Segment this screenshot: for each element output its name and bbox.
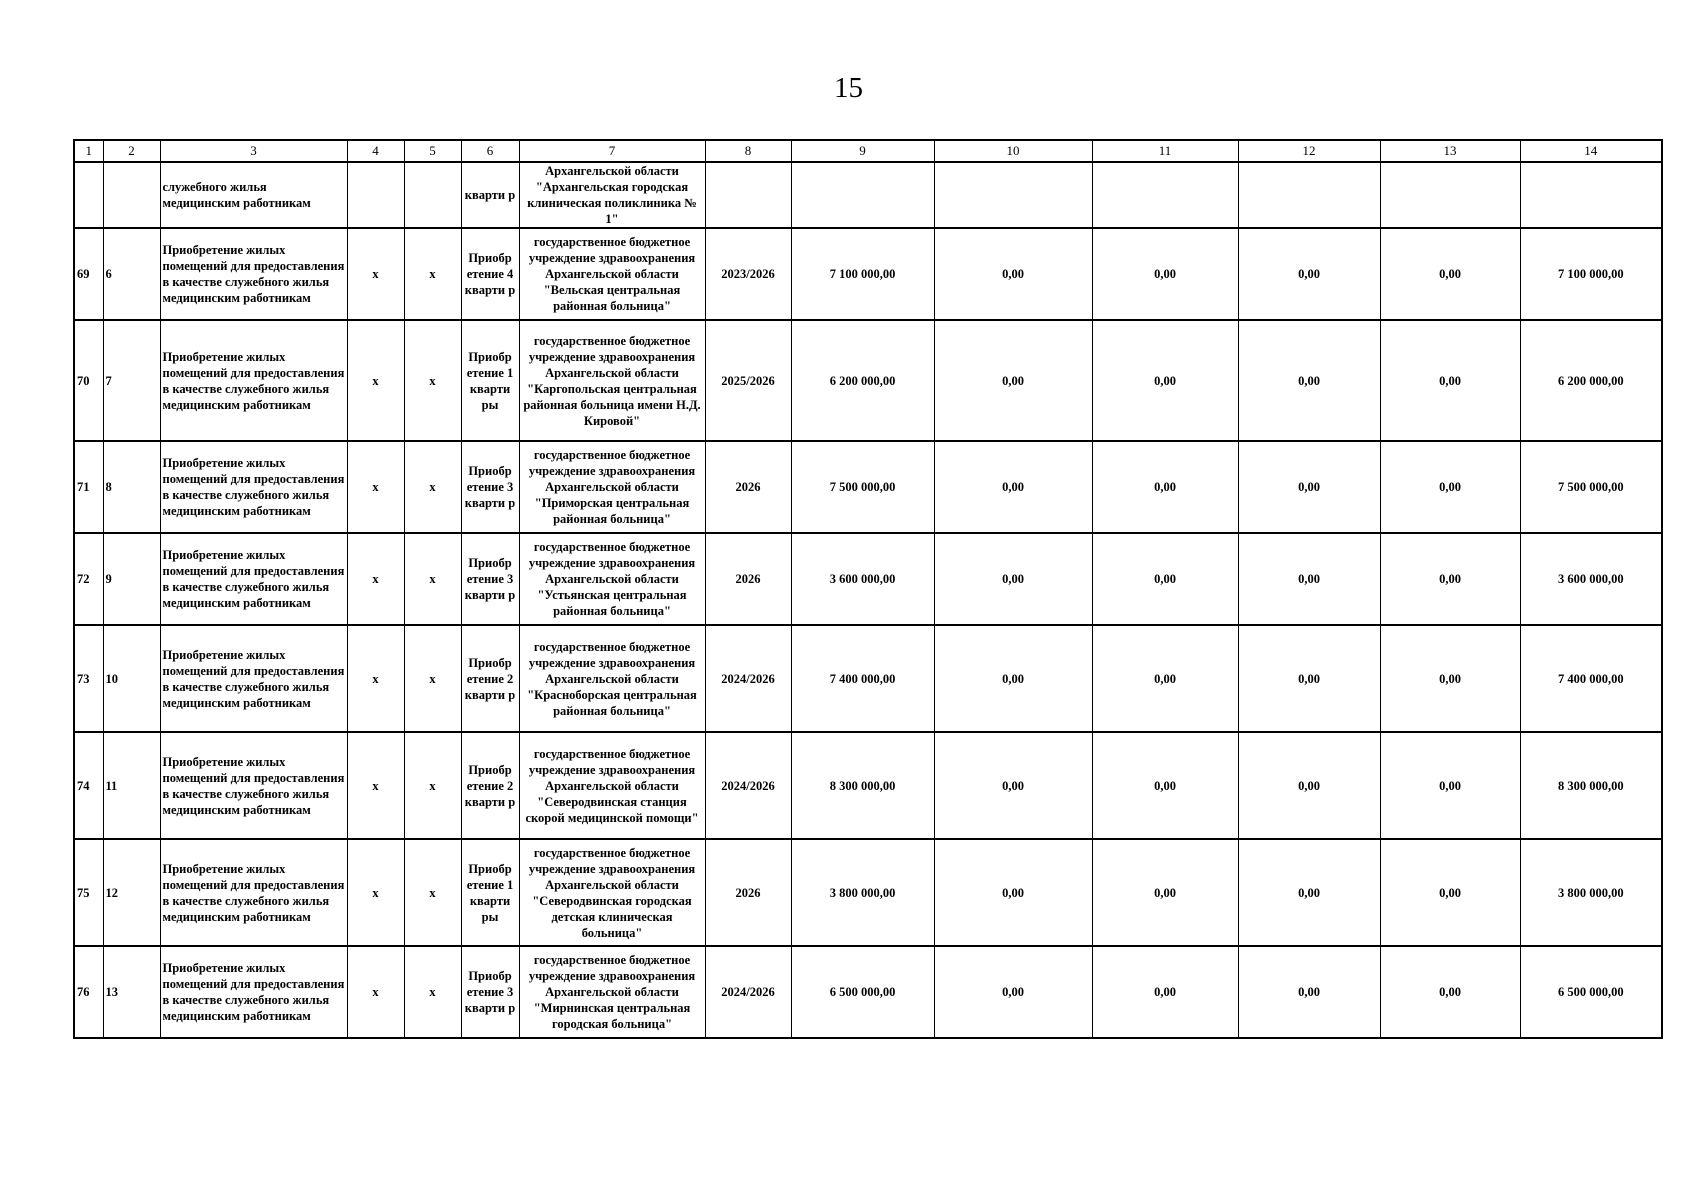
amount-cell: 6 500 000,00	[791, 946, 934, 1038]
period-cell: 2025/2026	[705, 320, 791, 441]
amount-cell: 0,00	[1380, 441, 1520, 533]
amount-cell: 0,00	[1238, 533, 1380, 625]
amount-cell: 7 100 000,00	[791, 228, 934, 320]
program-table	[73, 139, 1663, 1039]
item-number-cell: 11	[103, 732, 160, 839]
period-cell: 2026	[705, 839, 791, 946]
period-cell: 2026	[705, 533, 791, 625]
table-cell: х	[404, 839, 461, 946]
table-row	[74, 732, 1662, 839]
capacity-cell: кварти р	[461, 162, 519, 228]
capacity-cell: Приобр етение 3 кварти р	[461, 533, 519, 625]
row-number-cell: 70	[74, 320, 103, 441]
amount-cell: 0,00	[1380, 228, 1520, 320]
amount-cell: 7 400 000,00	[791, 625, 934, 732]
customer-cell: государственное бюджетное учреждение здравоохранения Архангельской области "Северодвинская городская детская клиническая больница"	[519, 839, 705, 946]
header-cell: 3	[160, 140, 347, 162]
total-amount-cell: 7 500 000,00	[1520, 441, 1662, 533]
table-cell: х	[404, 946, 461, 1038]
table-row	[74, 946, 1662, 1038]
table-cell: х	[404, 533, 461, 625]
table-cell: х	[404, 625, 461, 732]
object-name-cell: Приобретение жилых помещений для предоставления в качестве служебного жилья медицинским работникам	[160, 732, 347, 839]
period-cell: 2026	[705, 441, 791, 533]
header-cell: 5	[404, 140, 461, 162]
amount-cell: 7 500 000,00	[791, 441, 934, 533]
amount-cell: 0,00	[1380, 625, 1520, 732]
amount-cell: 0,00	[934, 625, 1092, 732]
amount-cell: 0,00	[1380, 946, 1520, 1038]
object-name-cell: Приобретение жилых помещений для предоставления в качестве служебного жилья медицинским работникам	[160, 320, 347, 441]
customer-cell: Архангельской области "Архангельская городская клиническая поликлиника № 1"	[519, 162, 705, 228]
amount-cell: 0,00	[1380, 839, 1520, 946]
row-number-cell: 71	[74, 441, 103, 533]
amount-cell: 0,00	[934, 228, 1092, 320]
amount-cell: 0,00	[1380, 320, 1520, 441]
total-amount-cell: 7 100 000,00	[1520, 228, 1662, 320]
object-name-cell: Приобретение жилых помещений для предоставления в качестве служебного жилья медицинским работникам	[160, 228, 347, 320]
customer-cell: государственное бюджетное учреждение здравоохранения Архангельской области "Вельская центральная районная больница"	[519, 228, 705, 320]
capacity-cell: Приобр етение 1 кварти ры	[461, 839, 519, 946]
amount-cell: 0,00	[1092, 533, 1238, 625]
item-number-cell: 6	[103, 228, 160, 320]
table-cell: х	[347, 533, 404, 625]
header-cell: 1	[74, 140, 103, 162]
row-number-cell: 73	[74, 625, 103, 732]
table-cell: х	[347, 625, 404, 732]
row-number-cell: 74	[74, 732, 103, 839]
amount-cell: 0,00	[934, 533, 1092, 625]
total-amount-cell: 3 600 000,00	[1520, 533, 1662, 625]
table-row	[74, 839, 1662, 946]
object-name-cell: Приобретение жилых помещений для предоставления в качестве служебного жилья медицинским работникам	[160, 625, 347, 732]
capacity-cell: Приобр етение 2 кварти р	[461, 732, 519, 839]
table-cell	[1520, 162, 1662, 228]
customer-cell: государственное бюджетное учреждение здравоохранения Архангельской области "Устьянская центральная районная больница"	[519, 533, 705, 625]
amount-cell: 0,00	[1238, 625, 1380, 732]
amount-cell: 0,00	[1092, 228, 1238, 320]
customer-cell: государственное бюджетное учреждение здравоохранения Архангельской области "Приморская центральная районная больница"	[519, 441, 705, 533]
total-amount-cell: 6 500 000,00	[1520, 946, 1662, 1038]
customer-cell: государственное бюджетное учреждение здравоохранения Архангельской области "Мирнинская центральная городская больница"	[519, 946, 705, 1038]
amount-cell: 3 600 000,00	[791, 533, 934, 625]
amount-cell: 0,00	[1092, 625, 1238, 732]
item-number-cell: 10	[103, 625, 160, 732]
amount-cell: 0,00	[934, 320, 1092, 441]
amount-cell: 8 300 000,00	[791, 732, 934, 839]
capacity-cell: Приобр етение 4 кварти р	[461, 228, 519, 320]
object-name-cell: Приобретение жилых помещений для предоставления в качестве служебного жилья медицинским работникам	[160, 441, 347, 533]
page-number: 15	[834, 72, 863, 104]
amount-cell: 0,00	[1238, 732, 1380, 839]
table-cell: х	[404, 320, 461, 441]
total-amount-cell: 8 300 000,00	[1520, 732, 1662, 839]
amount-cell: 0,00	[1092, 320, 1238, 441]
header-cell: 7	[519, 140, 705, 162]
table-row	[74, 320, 1662, 441]
capacity-cell: Приобр етение 3 кварти р	[461, 946, 519, 1038]
amount-cell: 0,00	[1238, 320, 1380, 441]
table-cell	[404, 162, 461, 228]
amount-cell: 0,00	[1238, 839, 1380, 946]
object-name-cell: служебного жилья медицинским работникам	[160, 162, 347, 228]
amount-cell: 6 200 000,00	[791, 320, 934, 441]
amount-cell: 0,00	[934, 839, 1092, 946]
table-cell: х	[347, 839, 404, 946]
table-row	[74, 441, 1662, 533]
total-amount-cell: 6 200 000,00	[1520, 320, 1662, 441]
table-cell: х	[404, 228, 461, 320]
customer-cell: государственное бюджетное учреждение здравоохранения Архангельской области "Каргопольская центральная районная больница имени Н.Д. Кировой"	[519, 320, 705, 441]
total-amount-cell: 3 800 000,00	[1520, 839, 1662, 946]
capacity-cell: Приобр етение 2 кварти р	[461, 625, 519, 732]
amount-cell: 0,00	[934, 946, 1092, 1038]
table-cell: х	[347, 946, 404, 1038]
table-row	[74, 533, 1662, 625]
item-number-cell: 13	[103, 946, 160, 1038]
table-cell	[103, 162, 160, 228]
header-cell: 9	[791, 140, 934, 162]
amount-cell: 0,00	[1238, 441, 1380, 533]
header-cell: 8	[705, 140, 791, 162]
customer-cell: государственное бюджетное учреждение здравоохранения Архангельской области "Красноборская центральная районная больница"	[519, 625, 705, 732]
amount-cell: 0,00	[1092, 732, 1238, 839]
continuation-row	[74, 162, 1662, 228]
amount-cell: 0,00	[1092, 839, 1238, 946]
table-cell: х	[404, 732, 461, 839]
object-name-cell: Приобретение жилых помещений для предоставления в качестве служебного жилья медицинским работникам	[160, 946, 347, 1038]
object-name-cell: Приобретение жилых помещений для предоставления в качестве служебного жилья медицинским работникам	[160, 839, 347, 946]
amount-cell: 0,00	[1380, 533, 1520, 625]
period-cell: 2024/2026	[705, 732, 791, 839]
customer-cell: государственное бюджетное учреждение здравоохранения Архангельской области "Северодвинская станция скорой медицинской помощи"	[519, 732, 705, 839]
table-cell: х	[347, 732, 404, 839]
header-cell: 4	[347, 140, 404, 162]
table-cell	[74, 162, 103, 228]
header-cell: 11	[1092, 140, 1238, 162]
header-cell: 10	[934, 140, 1092, 162]
header-cell: 6	[461, 140, 519, 162]
table-cell	[791, 162, 934, 228]
period-cell: 2024/2026	[705, 946, 791, 1038]
header-cell: 13	[1380, 140, 1520, 162]
item-number-cell: 7	[103, 320, 160, 441]
header-cell: 14	[1520, 140, 1662, 162]
row-number-cell: 75	[74, 839, 103, 946]
item-number-cell: 12	[103, 839, 160, 946]
table-cell	[705, 162, 791, 228]
table-cell: х	[404, 441, 461, 533]
amount-cell: 0,00	[1238, 946, 1380, 1038]
column-number-header-row	[74, 140, 1662, 162]
item-number-cell: 8	[103, 441, 160, 533]
capacity-cell: Приобр етение 1 кварти ры	[461, 320, 519, 441]
amount-cell: 0,00	[934, 441, 1092, 533]
amount-cell: 3 800 000,00	[791, 839, 934, 946]
amount-cell: 0,00	[1380, 732, 1520, 839]
row-number-cell: 69	[74, 228, 103, 320]
table-cell: х	[347, 228, 404, 320]
table-cell: х	[347, 441, 404, 533]
amount-cell: 0,00	[1092, 946, 1238, 1038]
table-cell	[934, 162, 1092, 228]
row-number-cell: 76	[74, 946, 103, 1038]
capacity-cell: Приобр етение 3 кварти р	[461, 441, 519, 533]
table-cell: х	[347, 320, 404, 441]
table-cell	[1238, 162, 1380, 228]
item-number-cell: 9	[103, 533, 160, 625]
table-row	[74, 228, 1662, 320]
row-number-cell: 72	[74, 533, 103, 625]
header-cell: 2	[103, 140, 160, 162]
period-cell: 2023/2026	[705, 228, 791, 320]
amount-cell: 0,00	[934, 732, 1092, 839]
amount-cell: 0,00	[1238, 228, 1380, 320]
table-cell	[347, 162, 404, 228]
period-cell: 2024/2026	[705, 625, 791, 732]
table-cell	[1380, 162, 1520, 228]
table-row	[74, 625, 1662, 732]
table-cell	[1092, 162, 1238, 228]
total-amount-cell: 7 400 000,00	[1520, 625, 1662, 732]
object-name-cell: Приобретение жилых помещений для предоставления в качестве служебного жилья медицинским работникам	[160, 533, 347, 625]
amount-cell: 0,00	[1092, 441, 1238, 533]
header-cell: 12	[1238, 140, 1380, 162]
